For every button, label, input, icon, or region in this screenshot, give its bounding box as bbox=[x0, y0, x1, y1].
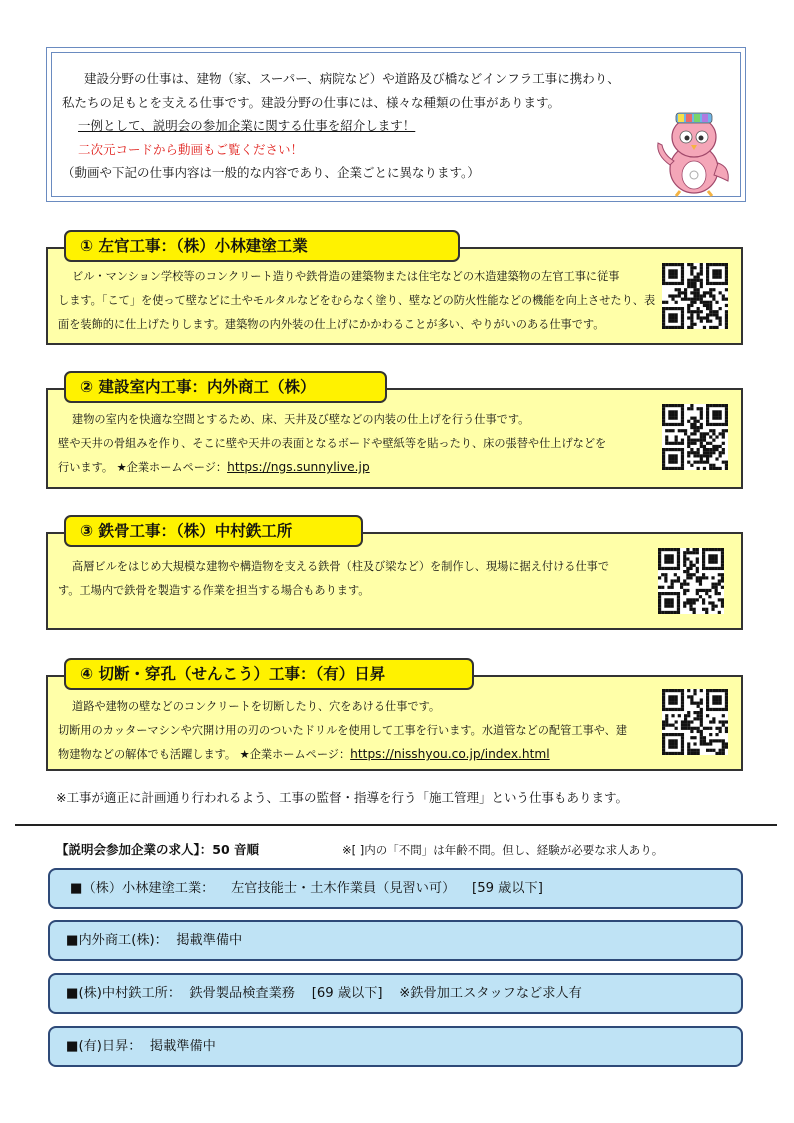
job-item-4 bbox=[48, 1026, 743, 1067]
intro-content bbox=[51, 52, 741, 197]
section-1-line-1: ビル・マンション学校等のコンクリート造りや鉄骨造の建築物または住宅などの木造建築物の左官工事に従事 bbox=[72, 270, 620, 283]
intro-line-1: 建設分野の仕事は、建物（家、スーパー、病院など）や道路及び橋などインフラ工事に携わり、 bbox=[84, 71, 620, 86]
job-item-2-text: ■内外商工(株)： 掲載準備中 bbox=[66, 933, 243, 948]
section-4-line-1: 道路や建物の壁などのコンクリートを切断したり、穴をあける仕事です。 bbox=[72, 700, 441, 713]
section-4-line-2: 切断用のカッターマシンや穴開け用の刃のついたドリルを使用して工事を行います。水道管などの配管工事や、建 bbox=[58, 724, 628, 737]
section-1-line-3: 面を装飾的に仕上げたりします。建築物の内外装の仕上げにかかわることが多い、やりがいのある仕事です。 bbox=[58, 318, 605, 331]
section-2-title: ② 建設室内工事：内外商工（株） bbox=[64, 371, 387, 403]
section-2-line-3-text: 行います。 ★企業ホームページ： bbox=[58, 461, 228, 474]
intro-line-2: 私たちの足もとを支える仕事です。建設分野の仕事には、様々な種類の仕事があります。 bbox=[62, 94, 561, 110]
supervision-note: ※工事が適正に計画通り行われるよう、工事の監督・指導を行う「施工管理」という仕事もあります。 bbox=[56, 790, 628, 805]
job-item-2 bbox=[48, 920, 743, 961]
section-2-line-2: 壁や天井の骨組みを作り、そこに壁や天井の表面となるボードや壁紙等を貼ったり、床の張替や仕上げなどを bbox=[58, 437, 607, 450]
job-list-note: ※[ ]内の「不問」は年齢不問。但し、経験が必要な求人あり。 bbox=[342, 843, 664, 857]
company-homepage-link[interactable]: https://nisshyou.co.jp/index.html bbox=[350, 747, 550, 761]
section-2-box bbox=[46, 388, 743, 489]
qr-code-icon[interactable] bbox=[662, 263, 728, 329]
qr-code-icon[interactable] bbox=[662, 689, 728, 755]
section-4-title: ④ 切断・穿孔（せんこう）工事：（有）日昇 bbox=[64, 658, 474, 690]
qr-code-icon[interactable] bbox=[658, 548, 724, 614]
section-3-title: ③ 鉄骨工事：（株）中村鉄工所 bbox=[64, 515, 363, 547]
job-item-1-text: ■（株）小林建塗工業： 左官技能士・土木作業員（見習い可） [59 歳以下] bbox=[70, 881, 543, 896]
section-1-line-2: します。「こて」を使って壁などに土やモルタルなどをむらなく塗り、壁などの防火性能などの機能を向上させたり、表 bbox=[58, 294, 656, 307]
mascot-icon bbox=[650, 105, 732, 197]
intro-line-4: 二次元コードから動画もご覧ください！ bbox=[78, 141, 304, 157]
section-4-line-3-text: 物建物などの解体でも活躍します。 ★企業ホームページ： bbox=[58, 748, 351, 761]
section-3-line-1: 高層ビルをはじめ大規模な建物や構造物を支える鉄骨（柱及び梁など）を制作し、現場に据え付ける仕事で bbox=[72, 560, 610, 573]
section-1-title: ① 左官工事：（株）小林建塗工業 bbox=[64, 230, 460, 262]
job-item-4-text: ■(有)日昇： 掲載準備中 bbox=[66, 1039, 216, 1054]
qr-code-icon[interactable] bbox=[662, 404, 728, 470]
intro-line-5: （動画や下記の仕事内容は一般的な内容であり、企業ごとに異なります。） bbox=[62, 165, 480, 180]
company-homepage-link[interactable]: https://ngs.sunnylive.jp bbox=[227, 460, 370, 474]
job-item-3-text: ■(株)中村鉄工所： 鉄骨製品検査業務 [69 歳以下] ※鉄骨加工スタッフなど求人有 bbox=[66, 986, 582, 1001]
divider bbox=[15, 824, 777, 826]
job-list-title: 【説明会参加企業の求人】：50 音順 bbox=[56, 842, 259, 857]
section-2-line-1: 建物の室内を快適な空間とするため、床、天井及び壁などの内装の仕上げを行う仕事です。 bbox=[72, 413, 530, 426]
intro-line-3 bbox=[62, 114, 740, 138]
intro-box bbox=[46, 47, 746, 202]
section-4-line-3 bbox=[58, 743, 550, 767]
job-item-1 bbox=[48, 868, 743, 909]
section-2-line-3 bbox=[58, 456, 370, 480]
job-item-3 bbox=[48, 973, 743, 1014]
intro-line-3-text: 一例として、説明会の参加企業に関する仕事を紹介します！ bbox=[78, 118, 416, 133]
section-3-line-2: す。工場内で鉄骨を製造する作業を担当する場合もあります。 bbox=[58, 584, 370, 597]
